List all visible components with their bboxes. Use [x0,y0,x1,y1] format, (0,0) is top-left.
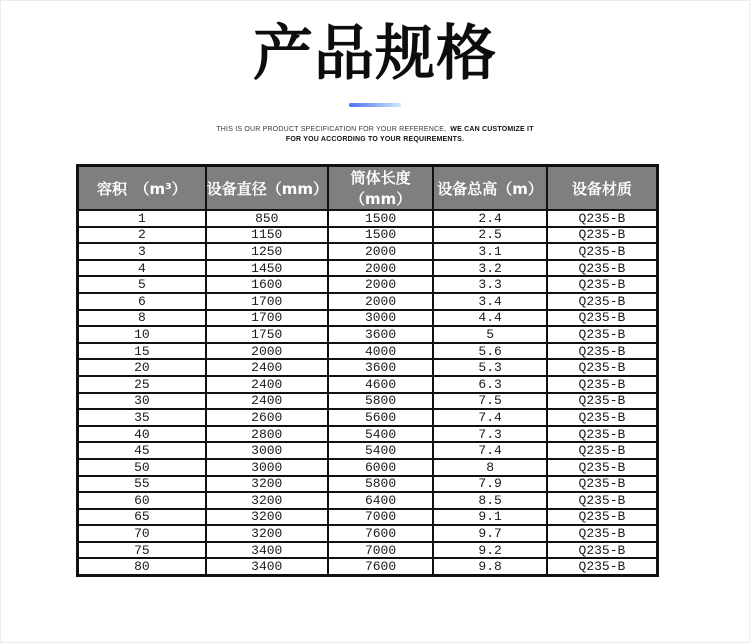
table-cell: Q235-B [547,343,658,360]
table-cell: 4000 [328,343,434,360]
table-cell: 1750 [206,326,328,343]
table-cell: 5.3 [433,359,547,376]
table-row [78,260,658,277]
table-row [78,376,658,393]
table-cell: 3600 [328,359,434,376]
table-cell: 20 [78,359,206,376]
spec-table-head [78,166,658,211]
table-cell: Q235-B [547,459,658,476]
table-cell: Q235-B [547,542,658,559]
table-cell: 4.4 [433,310,547,327]
table-cell: 2600 [206,409,328,426]
table-cell: 5400 [328,426,434,443]
table-cell: 8.5 [433,492,547,509]
table-cell: 2.4 [433,210,547,227]
table-row [78,227,658,244]
column-header: 筒体长度（mm） [328,166,434,211]
column-header: 设备直径（mm） [206,166,328,211]
table-cell: 3 [78,243,206,260]
table-cell: 2.5 [433,227,547,244]
table-cell: 7600 [328,525,434,542]
table-cell: 2 [78,227,206,244]
table-cell: 7.3 [433,426,547,443]
table-cell: 8 [78,310,206,327]
table-cell: 70 [78,525,206,542]
table-cell: 3600 [328,326,434,343]
table-row [78,476,658,493]
table-cell: 65 [78,509,206,526]
subtitle-line2: FOR YOU ACCORDING TO YOUR REQUIREMENTS. [285,136,465,143]
table-cell: 30 [78,393,206,410]
table-cell: 6 [78,293,206,310]
table-cell: 2000 [328,260,434,277]
table-row [78,492,658,509]
table-cell: 1150 [206,227,328,244]
table-row [78,409,658,426]
table-cell: 4 [78,260,206,277]
subtitle-line1-regular: THIS IS OUR PRODUCT SPECIFICATION FOR YOUR REFERENCE, [216,126,447,133]
table-cell: 7600 [328,558,434,575]
table-row [78,310,658,327]
table-cell: Q235-B [547,509,658,526]
table-cell: 6.3 [433,376,547,393]
table-row [78,509,658,526]
table-cell: 5 [78,276,206,293]
table-cell: 1700 [206,293,328,310]
table-cell: 2000 [328,276,434,293]
table-cell: 3200 [206,509,328,526]
table-row [78,459,658,476]
table-cell: 3.3 [433,276,547,293]
table-row [78,276,658,293]
table-cell: 9.8 [433,558,547,575]
table-row [78,293,658,310]
table-cell: 6000 [328,459,434,476]
table-cell: 3000 [328,310,434,327]
table-cell: 5800 [328,393,434,410]
table-cell: 2000 [328,293,434,310]
table-row [78,525,658,542]
spec-table [76,164,659,577]
column-header: 容积 （m³） [78,166,206,211]
table-row [78,426,658,443]
table-cell: 3200 [206,476,328,493]
table-cell: 3000 [206,442,328,459]
table-cell: 1700 [206,310,328,327]
table-cell: 5600 [328,409,434,426]
table-cell: Q235-B [547,442,658,459]
table-row [78,558,658,575]
table-row [78,243,658,260]
table-cell: Q235-B [547,310,658,327]
table-cell: Q235-B [547,393,658,410]
table-cell: Q235-B [547,359,658,376]
table-cell: 2400 [206,393,328,410]
column-header: 设备总高（m） [433,166,547,211]
table-cell: 10 [78,326,206,343]
table-cell: 5 [433,326,547,343]
table-cell: 9.7 [433,525,547,542]
table-cell: 50 [78,459,206,476]
table-cell: 7.9 [433,476,547,493]
table-cell: Q235-B [547,276,658,293]
table-cell: 9.2 [433,542,547,559]
table-cell: 15 [78,343,206,360]
table-cell: 3.1 [433,243,547,260]
table-cell: 25 [78,376,206,393]
table-cell: 60 [78,492,206,509]
table-cell: 5.6 [433,343,547,360]
table-cell: Q235-B [547,376,658,393]
table-row [78,442,658,459]
table-cell: 2400 [206,376,328,393]
table-cell: 45 [78,442,206,459]
table-cell: Q235-B [547,326,658,343]
table-cell: 1500 [328,210,434,227]
table-cell: 5800 [328,476,434,493]
table-cell: 7000 [328,509,434,526]
table-cell: 8 [433,459,547,476]
table-row [78,326,658,343]
table-cell: 850 [206,210,328,227]
page-title: 产品规格 [253,19,497,89]
table-cell: 2400 [206,359,328,376]
table-cell: 1450 [206,260,328,277]
table-cell: Q235-B [547,227,658,244]
table-cell: 3400 [206,558,328,575]
table-row [78,393,658,410]
table-cell: 7000 [328,542,434,559]
table-cell: 35 [78,409,206,426]
table-cell: Q235-B [547,558,658,575]
table-cell: 3000 [206,459,328,476]
table-cell: 1250 [206,243,328,260]
table-cell: 3.2 [433,260,547,277]
table-cell: 3200 [206,492,328,509]
table-cell: 1 [78,210,206,227]
table-cell: 2800 [206,426,328,443]
table-cell: Q235-B [547,243,658,260]
subtitle-line1-bold: WE CAN CUSTOMIZE IT [450,126,534,133]
table-row [78,343,658,360]
table-cell: 7.4 [433,442,547,459]
table-cell: Q235-B [547,525,658,542]
table-cell: Q235-B [547,293,658,310]
spec-table-header-row [78,166,658,211]
table-cell: Q235-B [547,426,658,443]
table-cell: 1500 [328,227,434,244]
table-cell: 9.1 [433,509,547,526]
table-row [78,210,658,227]
table-cell: 3.4 [433,293,547,310]
table-cell: 1600 [206,276,328,293]
table-row [78,542,658,559]
title-underline-accent [349,103,401,107]
table-cell: Q235-B [547,409,658,426]
table-cell: 5400 [328,442,434,459]
table-cell: 55 [78,476,206,493]
table-cell: 7.4 [433,409,547,426]
table-cell: 75 [78,542,206,559]
table-cell: Q235-B [547,476,658,493]
table-cell: 2000 [206,343,328,360]
table-cell: 4600 [328,376,434,393]
table-cell: 40 [78,426,206,443]
subtitle [1,125,749,145]
table-cell: 6400 [328,492,434,509]
table-cell: Q235-B [547,492,658,509]
table-cell: 80 [78,558,206,575]
table-cell: 3200 [206,525,328,542]
table-cell: Q235-B [547,210,658,227]
table-cell: 2000 [328,243,434,260]
table-cell: 7.5 [433,393,547,410]
table-cell: 3400 [206,542,328,559]
spec-table-body [78,210,658,576]
table-cell: Q235-B [547,260,658,277]
table-row [78,359,658,376]
column-header: 设备材质 [547,166,658,211]
